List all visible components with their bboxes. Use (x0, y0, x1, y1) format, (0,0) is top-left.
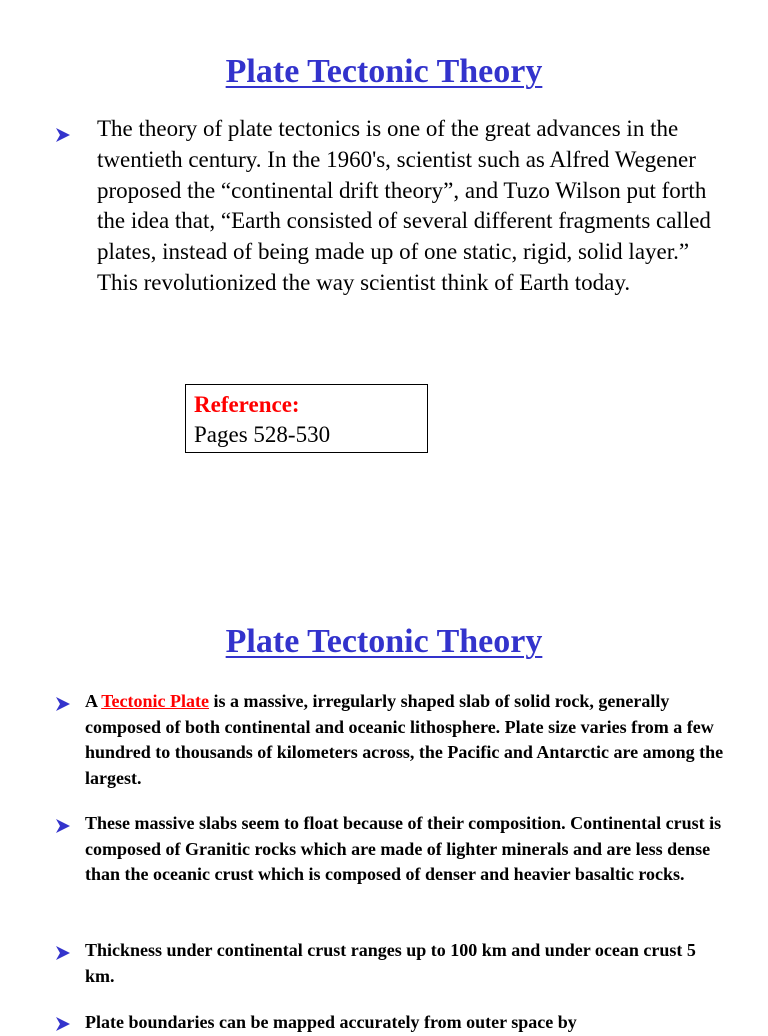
bullet-boundaries: Plate boundaries can be mapped accurately from outer space by (85, 1012, 577, 1032)
reference-label: Reference: (194, 392, 300, 417)
bullet-rest: is a massive, irregularly shaped slab of solid rock, generally composed of both continental and oceanic lithosphere. Plate size varies from a few hundred to thousands of kilometers across, the Pacific and Antarctic are among the largest. (85, 691, 724, 788)
tectonic-plate-term: Tectonic Plate (101, 691, 209, 711)
reference-box (185, 384, 428, 453)
bullet-composition: These massive slabs seem to float because of their composition. Continental crust is composed of Granitic rocks which are made of lighter minerals and are less dense than the oceanic crust which is composed of denser and heavier basaltic rocks. (85, 813, 722, 884)
intro-paragraph: The theory of plate tectonics is one of the great advances in the twentieth century. In the 1960's, scientist such as Alfred Wegener proposed the “continental drift theory”, and Tuzo Wilson put forth the idea that, “Earth consisted of several different fragments called plates, instead of being made up of one static, rigid, solid layer.” This revolutionized the way scientist think of Earth today. (97, 116, 711, 295)
page-title-text: Plate Tectonic Theory (225, 53, 543, 90)
bullet-tectonic-plate (85, 689, 725, 791)
bullet-prefix: A (85, 691, 102, 711)
page-title (0, 52, 768, 92)
section-title (0, 622, 768, 662)
reference-pages: Pages 528-530 (194, 422, 331, 447)
section-title-text: Plate Tectonic Theory (225, 623, 543, 660)
bullet-thickness: Thickness under continental crust ranges up to 100 km and under ocean crust 5 km. (85, 940, 696, 986)
